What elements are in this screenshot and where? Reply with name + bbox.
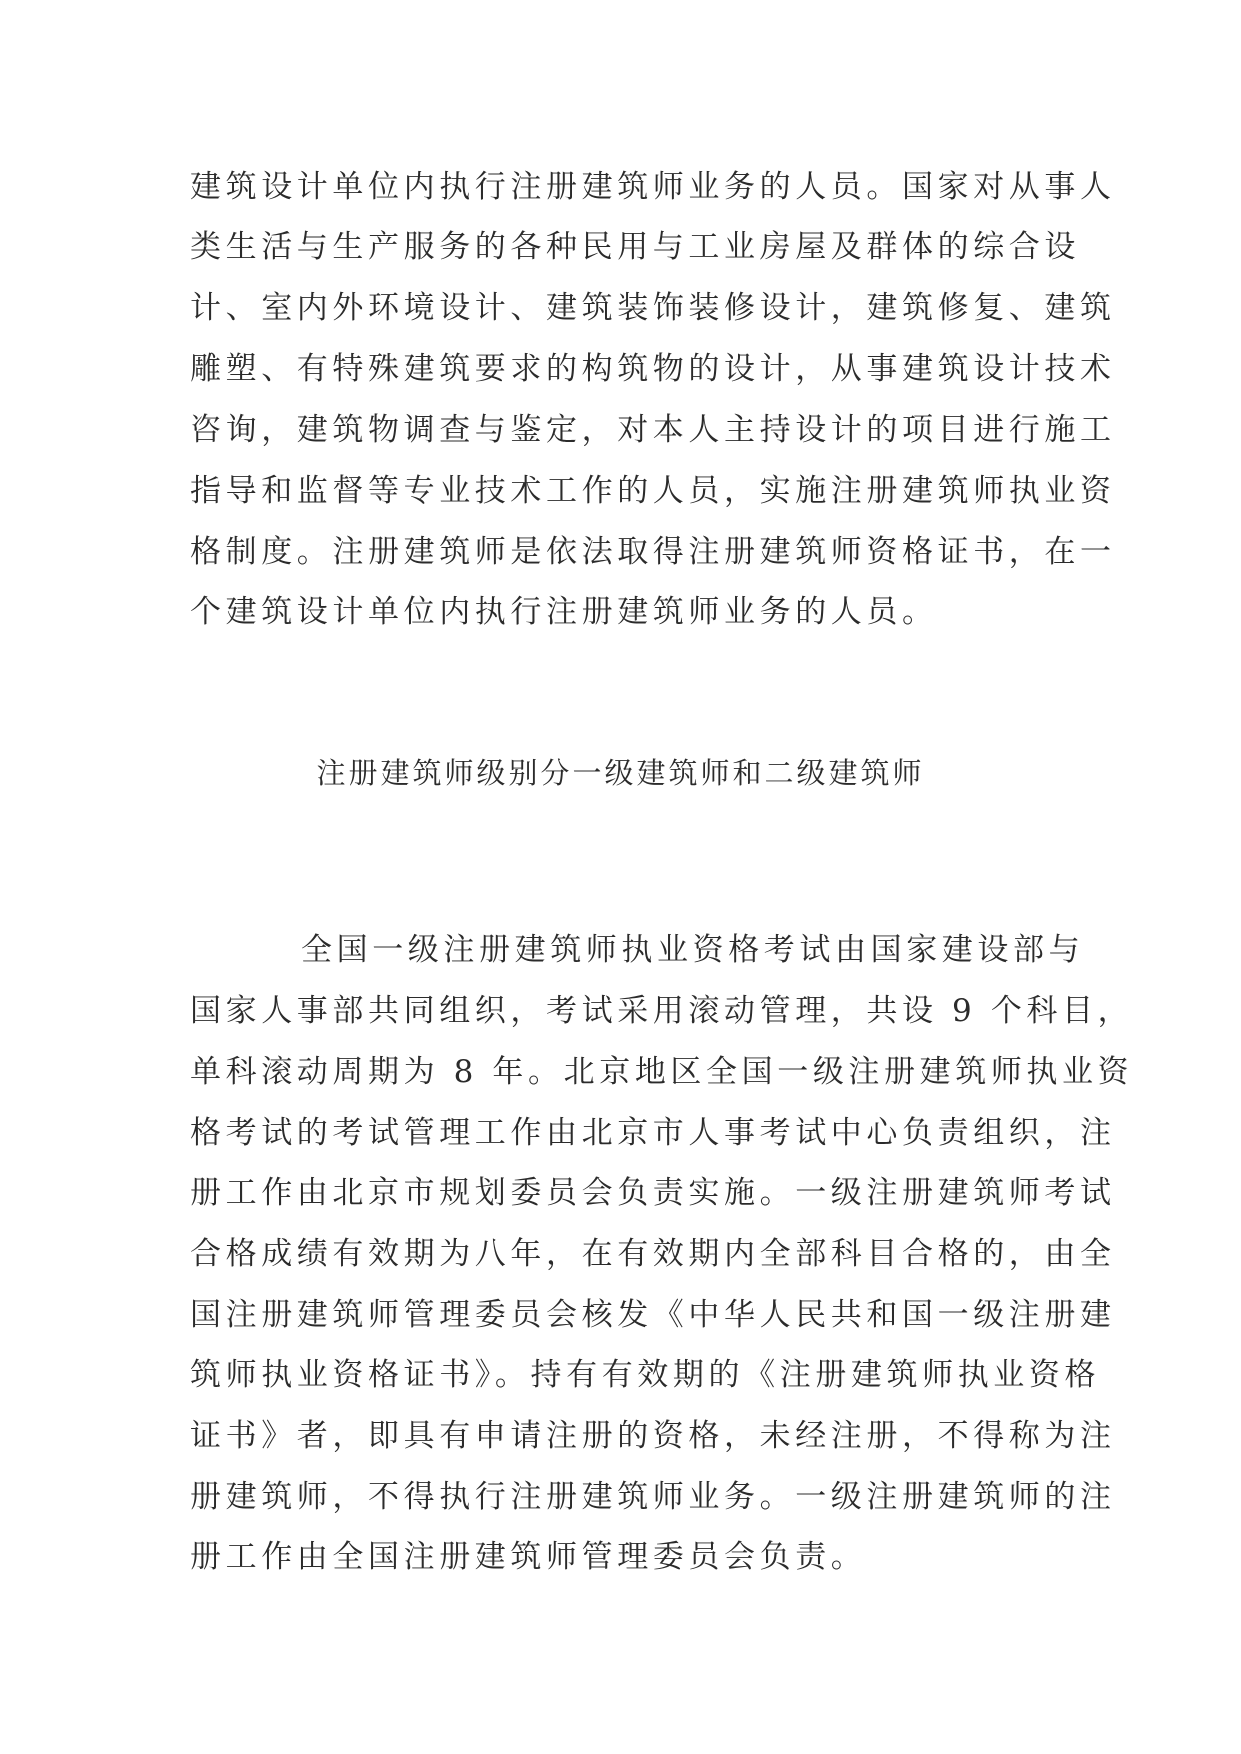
paragraph-line: 格制度。注册建筑师是依法取得注册建筑师资格证书，在一 <box>190 534 1116 570</box>
paragraph-line: 册建筑师，不得执行注册建筑师业务。一级注册建筑师的注 <box>190 1479 1116 1515</box>
paragraph-line: 格考试的考试管理工作由北京市人事考试中心负责组织，注 <box>190 1115 1116 1151</box>
paragraph-line: 册工作由北京市规划委员会负责实施。一级注册建筑师考试 <box>190 1175 1116 1211</box>
paragraph-line: 计、室内外环境设计、建筑装饰装修设计，建筑修复、建筑 <box>190 290 1116 326</box>
paragraph-line: 证书》者，即具有申请注册的资格，未经注册，不得称为注 <box>190 1418 1116 1454</box>
paragraph-line: 册工作由全国注册建筑师管理委员会负责。 <box>190 1539 867 1575</box>
paragraph-line: 筑师执业资格证书》。持有有效期的《注册建筑师执业资格 <box>190 1357 1101 1393</box>
paragraph-line: 单科滚动周期为 8 年。北京地区全国一级注册建筑师执业资 <box>190 1054 1134 1090</box>
paragraph-line: 雕塑、有特殊建筑要求的构筑物的设计，从事建筑设计技术 <box>190 351 1116 387</box>
paragraph-line: 合格成绩有效期为八年，在有效期内全部科目合格的，由全 <box>190 1236 1116 1272</box>
paragraph-line: 建筑设计单位内执行注册建筑师业务的人员。国家对从事人 <box>190 169 1116 205</box>
paragraph-line: 全国一级注册建筑师执业资格考试由国家建设部与 <box>301 932 1085 968</box>
section-heading: 注册建筑师级别分一级建筑师和二级建筑师 <box>316 756 925 790</box>
paragraph-line: 国家人事部共同组织，考试采用滚动管理，共设 9 个科目， <box>190 993 1134 1029</box>
paragraph-line: 类生活与生产服务的各种民用与工业房屋及群体的综合设 <box>190 229 1080 265</box>
paragraph-line: 指导和监督等专业技术工作的人员，实施注册建筑师执业资 <box>190 473 1116 509</box>
paragraph-line: 国注册建筑师管理委员会核发《中华人民共和国一级注册建 <box>190 1297 1116 1333</box>
paragraph-line: 咨询，建筑物调查与鉴定，对本人主持设计的项目进行施工 <box>190 412 1116 448</box>
paragraph-line: 个建筑设计单位内执行注册建筑师业务的人员。 <box>190 594 938 630</box>
